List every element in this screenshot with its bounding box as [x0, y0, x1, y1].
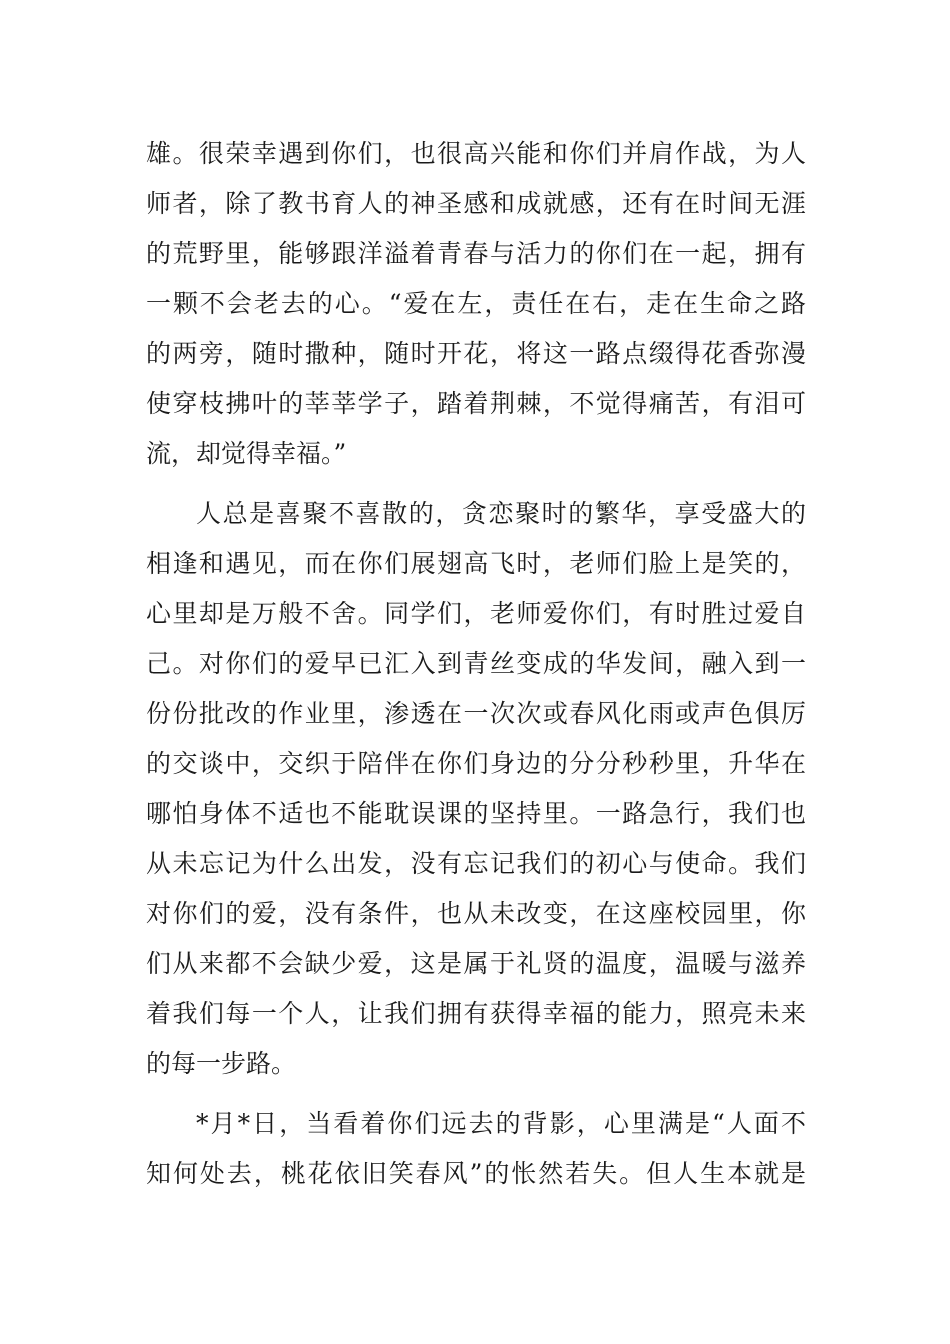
text-line: 从未忘记为什么出发，没有忘记我们的初心与使命。我们 [146, 849, 806, 878]
text-line: 哪怕身体不适也不能耽误课的坚持里。一路急行，我们也 [146, 799, 806, 828]
text-line: 的两旁，随时撒种，随时开花，将这一路点缀得花香弥漫 [146, 339, 806, 368]
text-line: 知何处去，桃花依旧笑春风”的怅然若失。但人生本就是 [146, 1159, 806, 1188]
text-line: 的荒野里，能够跟洋溢着青春与活力的你们在一起，拥有 [146, 239, 806, 268]
paragraph-first-line: *月*日，当看着你们远去的背影，心里满是“人面不 [196, 1109, 806, 1138]
text-line: 己。对你们的爱早已汇入到青丝变成的华发间，融入到一 [146, 649, 806, 678]
text-line: 对你们的爱，没有条件，也从未改变，在这座校园里，你 [146, 899, 806, 928]
text-line: 流，却觉得幸福。” [146, 439, 347, 468]
text-line: 们从来都不会缺少爱，这是属于礼贤的温度，温暖与滋养 [146, 949, 806, 978]
text-line: 相逢和遇见，而在你们展翅高飞时，老师们脸上是笑的， [146, 549, 806, 578]
text-line: 心里却是万般不舍。同学们，老师爱你们，有时胜过爱自 [146, 599, 806, 628]
text-line: 的交谈中，交织于陪伴在你们身边的分分秒秒里，升华在 [146, 749, 806, 778]
text-line: 使穿枝拂叶的莘莘学子，踏着荆棘，不觉得痛苦，有泪可 [146, 389, 806, 418]
text-line: 师者，除了教书育人的神圣感和成就感，还有在时间无涯 [146, 189, 806, 218]
text-line: 份份批改的作业里，渗透在一次次或春风化雨或声色俱厉 [146, 699, 806, 728]
text-line: 着我们每一个人，让我们拥有获得幸福的能力，照亮未来 [146, 999, 806, 1028]
text-line: 的每一步路。 [146, 1049, 297, 1078]
text-line: 雄。很荣幸遇到你们，也很高兴能和你们并肩作战，为人 [146, 139, 806, 168]
paragraph-first-line: 人总是喜聚不喜散的，贪恋聚时的繁华，享受盛大的 [196, 499, 806, 528]
text-line: 一颗不会老去的心。“爱在左，责任在右，走在生命之路 [146, 289, 806, 318]
